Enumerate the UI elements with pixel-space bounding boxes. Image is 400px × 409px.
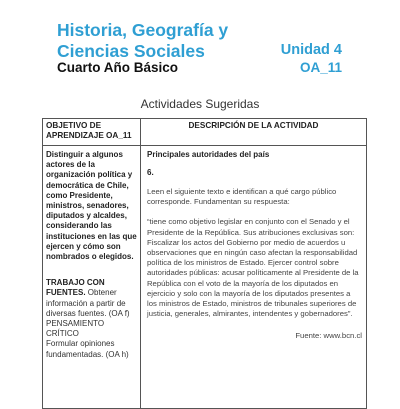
oa-code: OA_11 [299, 60, 342, 75]
grade-label: Cuarto Año Básico [57, 60, 179, 75]
table-row [43, 146, 367, 409]
description-column-header: DESCRIPCIÓN DE LA ACTIVIDAD [141, 119, 367, 146]
objective-column-header: OBJETIVO DE APRENDIZAJE OA_11 [43, 119, 141, 146]
activity-instructions: Leen el siguiente texto e identifican a qué cargo público corresponde. Fundamentan su respuesta: [147, 187, 337, 207]
source-citation: Fuente: www.bcn.cl [295, 331, 362, 341]
skill-critical-text: Formular opiniones fundamentadas. (OA h) [46, 339, 129, 359]
activity-number: 6. [147, 168, 154, 177]
skill-critical-title: PENSAMIENTO CRÍTICO [46, 319, 105, 339]
objective-text: Distinguir a algunos actores de la organización política y democrática de Chile, como Presidente, ministros, senadores, diputados y alcaldes, considerando las instituciones en las que ejercen y cómo son nombrados o elegidos. [46, 150, 137, 262]
skill-sources [46, 278, 137, 319]
skill-sources-title: TRABAJO CON FUENTES. [46, 278, 105, 298]
unit-label: Unidad 4 [280, 42, 342, 58]
description-cell [141, 146, 367, 409]
table-header-row [43, 119, 367, 146]
activity-quote: “tiene como objetivo legislar en conjunto con el Senado y el Presidente de la República. Sus atribuciones exclusivas son: Fiscalizar los actos del Gobierno por medio de acuerdos u observaciones que en ningún caso afectan la responsabilidad política de los ministros de Estado. Ejercer control sobre autoridades públicas: acusar políticamente al Presidente de la República con el voto de la mayoría de los diputados en ejercicio y solo con la mayoría de los diputados presentes a los ministros de Estado, ministros de tribunales superiores de justicia, generales, almirantes, intendentes y gobernadores”. [147, 217, 359, 319]
skill-critical [46, 319, 137, 360]
section-title: Actividades Sugeridas [140, 97, 260, 111]
activity-table [42, 118, 367, 409]
subject-title: Historia, Geografía y Ciencias Sociales [57, 20, 229, 61]
activity-title: Principales autoridades del país [147, 150, 270, 159]
objective-cell [43, 146, 141, 409]
skill-sources-text: Obtener información a partir de diversas fuentes. (OA f) [46, 288, 130, 318]
